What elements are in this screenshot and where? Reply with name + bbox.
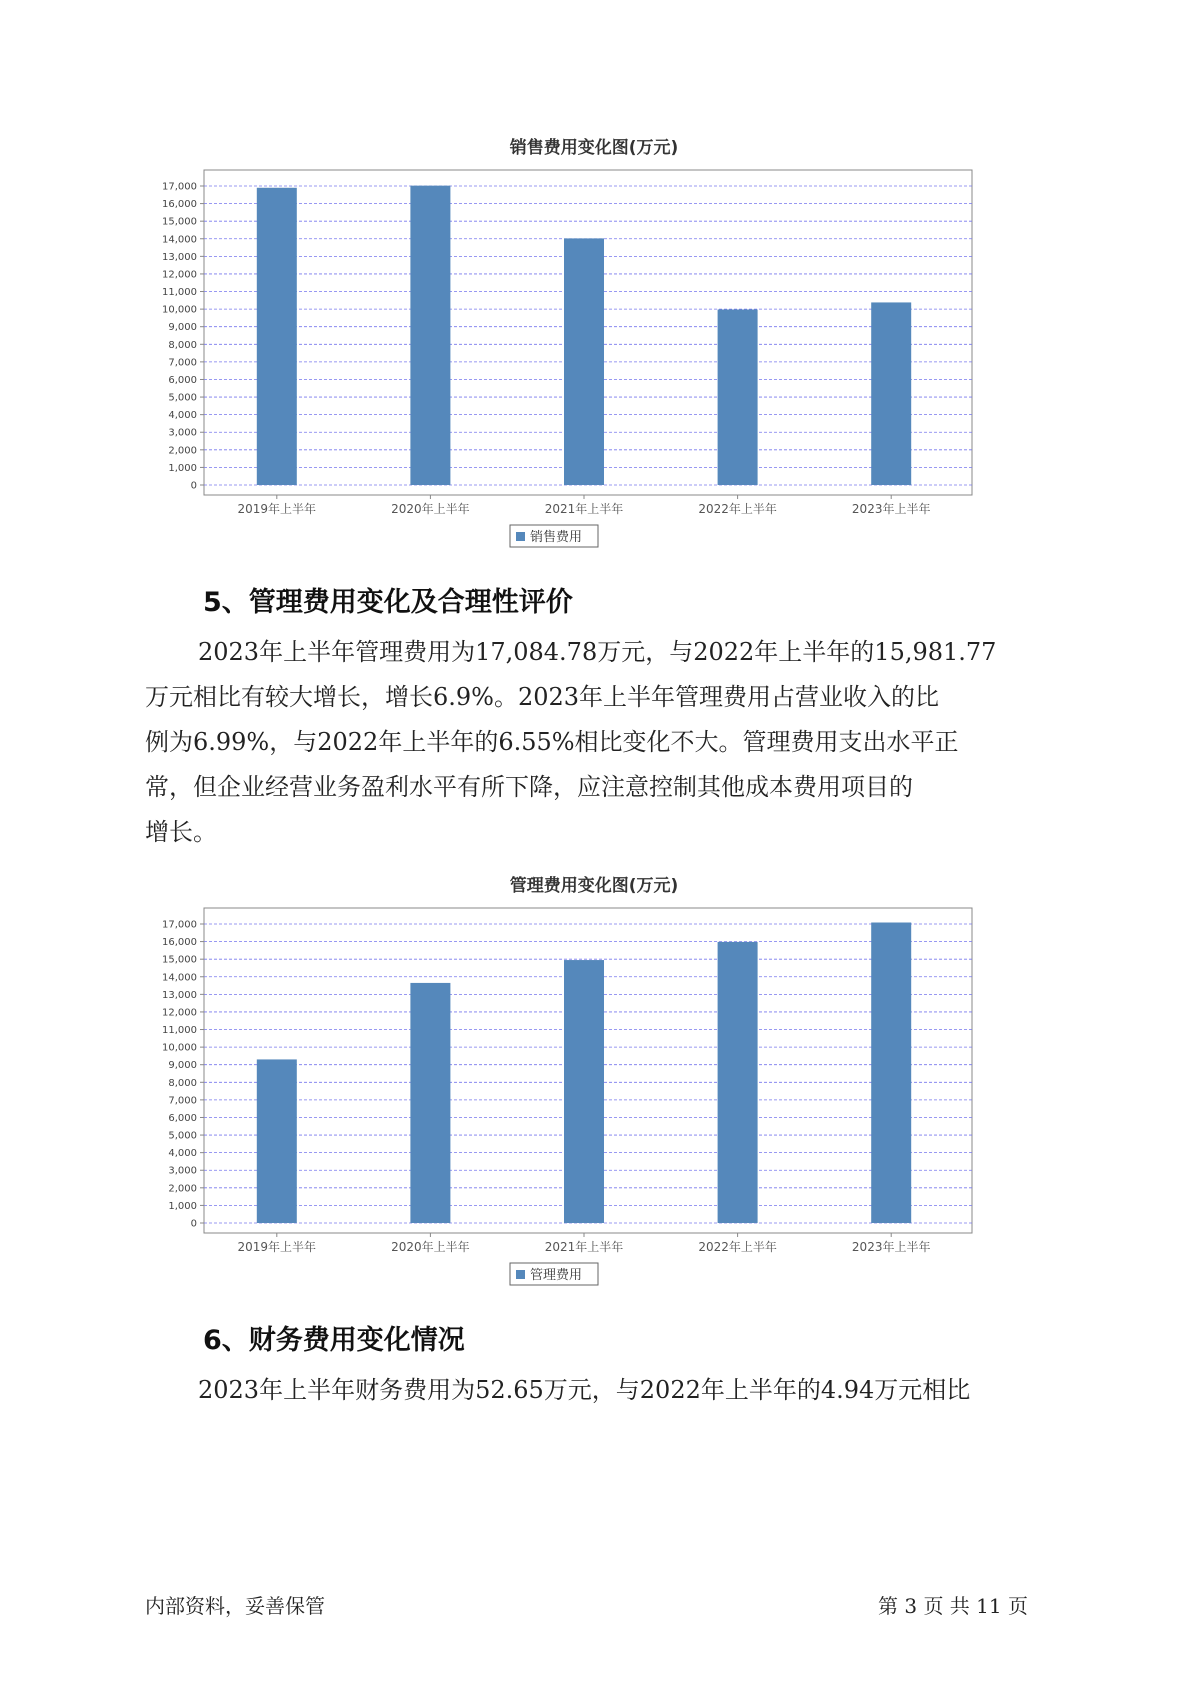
x-tick-label: 2022年上半年 (698, 1240, 777, 1254)
y-tick-label: 10,000 (162, 304, 197, 316)
paragraph-line: 增长。 (145, 818, 217, 846)
chart-title: 销售费用变化图(万元) (509, 138, 679, 158)
y-tick-label: 4,000 (168, 410, 197, 422)
y-tick-label: 4,000 (168, 1148, 197, 1160)
x-tick-label: 2019年上半年 (237, 1240, 317, 1254)
section-5-heading: 5、管理费用变化及合理性评价 (203, 587, 573, 618)
admin-expense-chart-svg (162, 868, 1020, 1288)
bar (718, 309, 758, 485)
sales-expense-chart-svg (162, 130, 1020, 550)
x-tick-label: 2022年上半年 (698, 502, 777, 516)
section-6-heading: 6、财务费用变化情况 (203, 1325, 465, 1356)
y-tick-label: 17,000 (162, 919, 197, 931)
x-tick-label: 2023年上半年 (851, 502, 931, 516)
bar (871, 302, 911, 485)
y-tick-label: 5,000 (168, 1130, 197, 1142)
footer-confidential-note: 内部资料，妥善保管 (145, 1594, 325, 1618)
y-tick-label: 7,000 (168, 357, 197, 369)
x-tick-label: 2021年上半年 (544, 1240, 624, 1254)
y-tick-label: 13,000 (162, 251, 197, 263)
x-tick-label: 2020年上半年 (391, 1240, 470, 1254)
legend-swatch (516, 532, 525, 541)
y-tick-label: 15,000 (162, 216, 197, 228)
y-tick-label: 14,000 (162, 234, 197, 246)
y-tick-label: 16,000 (162, 937, 197, 949)
y-tick-label: 2,000 (168, 1183, 197, 1195)
sales-expense-chart (162, 130, 1020, 550)
x-tick-label: 2023年上半年 (851, 1240, 931, 1254)
y-tick-label: 1,000 (168, 462, 197, 474)
x-tick-label: 2021年上半年 (544, 502, 624, 516)
y-tick-label: 11,000 (162, 287, 197, 299)
y-tick-label: 11,000 (162, 1025, 197, 1037)
bar (410, 186, 450, 485)
y-tick-label: 0 (190, 1218, 197, 1230)
legend-label: 销售费用 (530, 530, 583, 545)
y-tick-label: 10,000 (162, 1042, 197, 1054)
y-tick-label: 17,000 (162, 181, 197, 193)
section-5-paragraph (145, 630, 1075, 855)
y-tick-label: 3,000 (168, 427, 197, 439)
y-tick-label: 0 (190, 480, 197, 492)
y-tick-label: 14,000 (162, 972, 197, 984)
bar (257, 188, 297, 485)
paragraph-line: 常，但企业经营业务盈利水平有所下降，应注意控制其他成本费用项目的 (145, 773, 913, 801)
y-tick-label: 7,000 (168, 1095, 197, 1107)
y-tick-label: 3,000 (168, 1165, 197, 1177)
bar (718, 942, 758, 1223)
bar (564, 960, 604, 1223)
y-tick-label: 12,000 (162, 1007, 197, 1019)
y-tick-label: 16,000 (162, 199, 197, 211)
paragraph-line: 2023年上半年财务费用为52.65万元，与2022年上半年的4.94万元相比 (198, 1376, 971, 1404)
y-tick-label: 12,000 (162, 269, 197, 281)
legend-label: 管理费用 (530, 1268, 583, 1283)
y-tick-label: 2,000 (168, 445, 197, 457)
chart-title: 管理费用变化图(万元) (509, 876, 679, 896)
paragraph-line: 万元相比有较大增长，增长6.9%。2023年上半年管理费用占营业收入的比 (145, 683, 940, 711)
section-6-paragraph (145, 1368, 1075, 1413)
y-tick-label: 9,000 (168, 322, 197, 334)
y-tick-label: 5,000 (168, 392, 197, 404)
y-tick-label: 9,000 (168, 1060, 197, 1072)
y-tick-label: 8,000 (168, 1077, 197, 1089)
legend-swatch (516, 1270, 525, 1279)
bar (871, 923, 911, 1223)
bar (410, 983, 450, 1223)
y-tick-label: 6,000 (168, 374, 197, 386)
bar (564, 238, 604, 485)
y-tick-label: 8,000 (168, 339, 197, 351)
x-tick-label: 2019年上半年 (237, 502, 317, 516)
admin-expense-chart (162, 868, 1020, 1288)
bar (257, 1059, 297, 1223)
paragraph-line: 例为6.99%，与2022年上半年的6.55%相比变化不大。管理费用支出水平正 (145, 728, 959, 756)
y-tick-label: 1,000 (168, 1200, 197, 1212)
y-tick-label: 6,000 (168, 1112, 197, 1124)
y-tick-label: 13,000 (162, 989, 197, 1001)
y-tick-label: 15,000 (162, 954, 197, 966)
footer-page-number: 第 3 页 共 11 页 (878, 1594, 1028, 1618)
x-tick-label: 2020年上半年 (391, 502, 470, 516)
paragraph-line: 2023年上半年管理费用为17,084.78万元，与2022年上半年的15,981.77 (198, 638, 997, 666)
